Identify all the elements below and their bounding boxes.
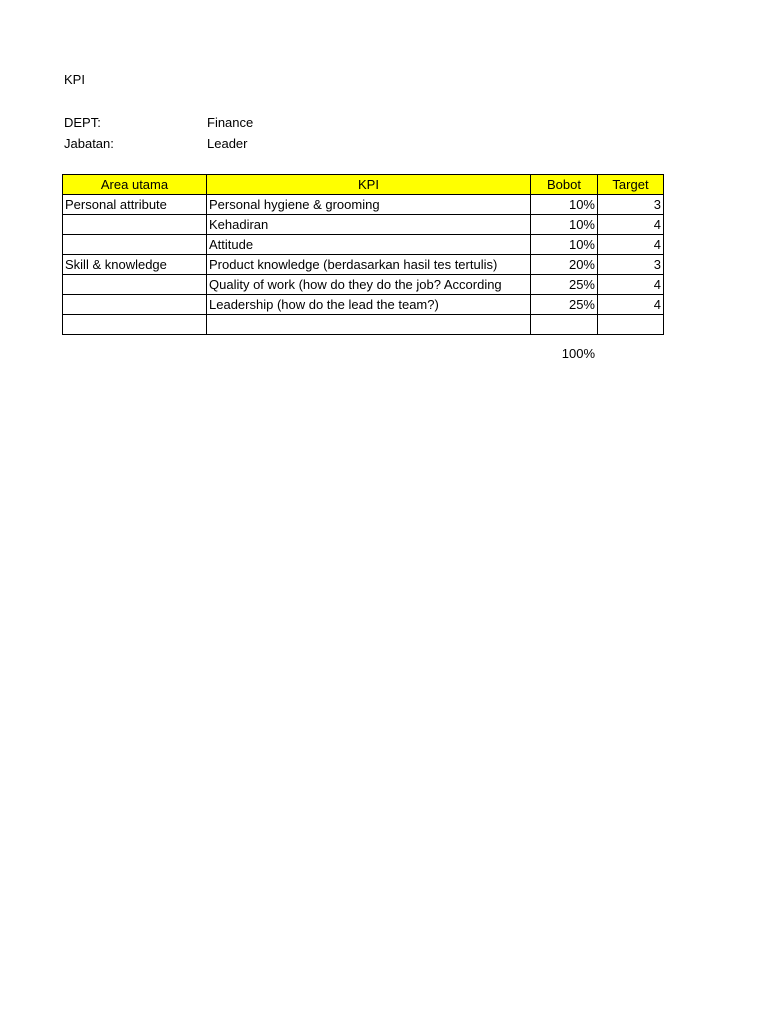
area-cell <box>63 215 207 235</box>
area-cell <box>63 315 207 335</box>
jabatan-value: Leader <box>207 136 248 151</box>
area-cell <box>63 295 207 315</box>
kpi-cell <box>207 315 531 335</box>
kpi-cell: Leadership (how do the lead the team?) <box>207 295 531 315</box>
target-cell: 4 <box>598 295 664 315</box>
kpi-cell: Kehadiran <box>207 215 531 235</box>
area-cell: Skill & knowledge <box>63 255 207 275</box>
table-row <box>63 215 664 235</box>
kpi-table-body <box>63 195 664 335</box>
dept-label: DEPT: <box>64 115 101 130</box>
bobot-cell: 10% <box>531 235 598 255</box>
kpi-cell: Product knowledge (berdasarkan hasil tes tertulis) <box>207 255 531 275</box>
header-target: Target <box>598 175 664 195</box>
jabatan-label: Jabatan: <box>64 136 114 151</box>
bobot-cell: 25% <box>531 275 598 295</box>
dept-value: Finance <box>207 115 254 130</box>
kpi-table <box>62 174 664 335</box>
area-cell: Personal attribute <box>63 195 207 215</box>
target-cell <box>598 315 664 335</box>
bobot-cell: 10% <box>531 195 598 215</box>
bobot-cell: 25% <box>531 295 598 315</box>
target-cell: 4 <box>598 215 664 235</box>
target-cell: 3 <box>598 195 664 215</box>
table-row <box>63 275 664 295</box>
table-row <box>63 235 664 255</box>
kpi-cell: Attitude <box>207 235 531 255</box>
kpi-table-header <box>63 175 664 195</box>
table-row <box>63 255 664 275</box>
area-cell <box>63 275 207 295</box>
target-cell: 3 <box>598 255 664 275</box>
header-kpi: KPI <box>207 175 531 195</box>
header-area-utama: Area utama <box>63 175 207 195</box>
total-bobot: 100% <box>561 346 595 361</box>
target-cell: 4 <box>598 275 664 295</box>
header-bobot: Bobot <box>531 175 598 195</box>
table-row <box>63 295 664 315</box>
bobot-cell: 10% <box>531 215 598 235</box>
bobot-cell: 20% <box>531 255 598 275</box>
table-row <box>63 195 664 215</box>
table-row <box>63 315 664 335</box>
document-title: KPI <box>64 72 85 87</box>
header-row <box>63 175 664 195</box>
target-cell: 4 <box>598 235 664 255</box>
bobot-cell <box>531 315 598 335</box>
kpi-cell: Personal hygiene & grooming <box>207 195 531 215</box>
area-cell <box>63 235 207 255</box>
kpi-cell: Quality of work (how do they do the job? According <box>207 275 531 295</box>
